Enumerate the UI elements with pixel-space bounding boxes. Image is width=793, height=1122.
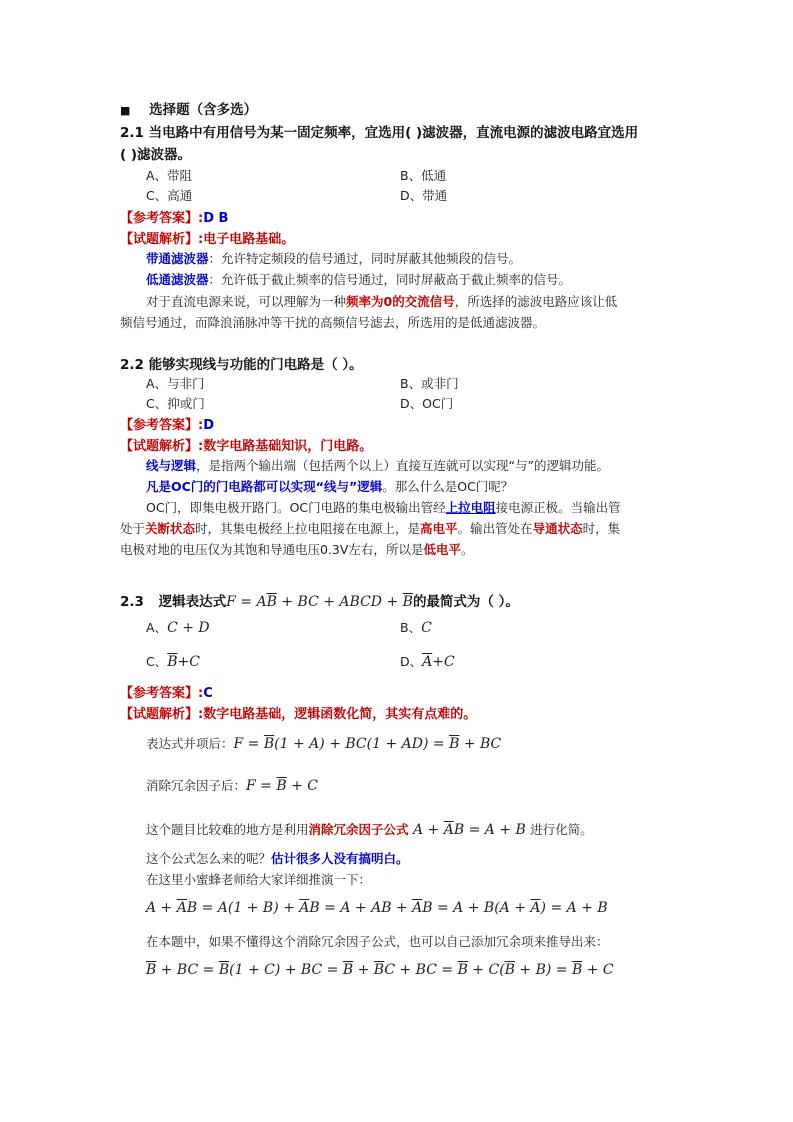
formula-redundant: $\overline{B}$ + BC = $\overline{B}(1 + C)$ + BC = $\overline{B} + \overline{B}C$ + BC = $\overline{B} + C(\overline{B} + B) = \overline{B} + C$	[146, 962, 614, 978]
text: 对于直流电源来说，可以理解为一种	[146, 294, 347, 309]
text: 逻辑表达式	[158, 594, 227, 610]
q1-lowpass-line	[146, 270, 571, 288]
q2-option-c: C、抑或门	[146, 396, 205, 411]
q3-step5: 在这里小蜜蜂老师给大家详细推演一下：	[146, 872, 372, 887]
q1-question-line1: 2.1 当电路中有用信号为某一固定频率，宜选用( )滤波器，直流电源的滤波电路宜选用	[120, 125, 639, 141]
q1-analysis	[120, 228, 294, 247]
answer-value: D	[203, 418, 214, 433]
formula-absorption: $A + \overline{A}B = A + B$	[408, 822, 531, 838]
q1-paragraph-line1	[146, 292, 617, 310]
q1-paragraph-line2: 频信号通过，而降浪涌脉冲等干扰的高频信号滤去，所选用的是低通滤波器。	[120, 315, 546, 330]
q2-option-a: A、与非门	[146, 376, 205, 391]
q3-step4	[146, 849, 409, 867]
q3-step6: 在本题中，如果不懂得这个消除冗余因子公式，也可以自己添加冗余项来推导出来：	[146, 934, 609, 949]
highlight: 消除冗余因子公式	[308, 822, 409, 837]
q2-option-b: B、或非门	[400, 376, 459, 391]
q3-option-c	[146, 652, 200, 670]
q2-line3	[146, 498, 621, 516]
option-math: $\overline{B}$	[167, 654, 178, 670]
q2-line5	[120, 540, 473, 558]
text: 接电源正极。当输出管	[495, 500, 621, 515]
q1-option-c: C、高通	[146, 188, 193, 203]
q2-option-d: D、OC门	[400, 396, 454, 411]
answer-value: C	[203, 686, 213, 701]
section-heading	[120, 98, 257, 118]
formula-result: $F = \overline{B} + C$	[246, 778, 319, 794]
text: 电极对地的电压仅为其饱和导通电压0.3V左右，所以是	[120, 542, 424, 557]
text: 消除冗余因子后：	[146, 778, 247, 793]
term-lowpass: 低通滤波器	[146, 272, 209, 287]
highlight: 高电平	[420, 521, 458, 536]
q2-answer	[120, 414, 214, 433]
option-math: +C	[432, 654, 455, 670]
option-label: C、	[146, 654, 168, 669]
text: 这个公式怎么来的呢？	[146, 851, 272, 866]
analysis-value: 数字电路基础，逻辑函数化简，其实有点难的。	[203, 707, 477, 722]
q2-line1	[146, 456, 609, 474]
lowpass-desc: ：允许低于截止频率的信号通过，同时屏蔽高于截止频率的信号。	[208, 272, 572, 287]
analysis-value: 数字电路基础知识，门电路。	[203, 439, 373, 454]
q1-option-b: B、低通	[400, 168, 447, 183]
analysis-value: 电子电路基础。	[203, 232, 295, 247]
analysis-label: 【试题解析】:	[120, 707, 204, 722]
option-label: A、	[146, 620, 168, 635]
option-math: $\overline{A}$	[422, 654, 433, 670]
question-number: 2.3	[120, 594, 144, 610]
formula-derivation: $A + \overline{A}B = A(1 + B) + \overline{A}B = A$ + AB + $\overline{A}B = A + B(A + \overline{A}) = A + B$	[146, 900, 608, 916]
q3-option-a	[146, 618, 210, 636]
term-wired-and: 线与逻辑	[146, 458, 197, 473]
option-math: C + D	[167, 620, 210, 636]
text: 时，其集电极经上拉电阻接在电源上，是	[195, 521, 421, 536]
answer-label: 【参考答案】:	[120, 418, 204, 433]
highlight: 低电平	[423, 542, 461, 557]
analysis-label: 【试题解析】:	[120, 439, 204, 454]
option-label: D、	[400, 654, 423, 669]
highlight: 关断状态	[145, 521, 196, 536]
text: 表达式并项后：	[146, 736, 234, 751]
highlight: 上拉电阻	[445, 500, 496, 515]
text: 。那么什么是OC门呢？	[382, 479, 514, 494]
q3-step1	[146, 734, 501, 752]
highlight: 估计很多人没有搞明白。	[271, 851, 409, 866]
text: OC门，即集电极开路门。OC门电路的集电极输出管经	[146, 500, 446, 515]
expr-part: + BC + ABCD +	[276, 594, 403, 610]
text: 。输出管处在	[457, 521, 533, 536]
q2-question: 2.2 能够实现线与功能的门电路是（ ）。	[120, 357, 363, 373]
text: 进行化简。	[530, 822, 593, 837]
q2-analysis	[120, 435, 372, 454]
q2-line4	[120, 519, 620, 537]
q3-question	[120, 590, 519, 610]
answer-label: 【参考答案】:	[120, 211, 204, 226]
q1-option-d: D、带通	[400, 188, 448, 203]
answer-value: D B	[203, 211, 229, 226]
q1-bandpass-line	[146, 249, 521, 267]
bullet-icon: ■	[120, 104, 131, 117]
q1-answer	[120, 207, 228, 226]
highlight: 凡是OC门的门电路都可以实现“线与”逻辑	[146, 479, 383, 494]
analysis-label: 【试题解析】:	[120, 232, 204, 247]
q3-step3	[146, 820, 593, 838]
q3-step2	[146, 776, 318, 794]
q3-option-b	[400, 618, 432, 636]
text: 时，集	[582, 521, 621, 536]
text: ，所选择的滤波电路应该让低	[454, 294, 618, 309]
formula-merge: $F = \overline{B}(1 + A) + BC(1 + AD) = \overline{B}$ + BC	[233, 736, 502, 752]
q3-answer	[120, 682, 213, 701]
q3-option-d	[400, 652, 455, 670]
highlight: 频率为0的交流信号	[346, 294, 455, 309]
section-title: 选择题（含多选）	[149, 102, 258, 118]
text: ，是指两个输出端（包括两个以上）直接互连就可以实现“与”的逻辑功能。	[196, 458, 609, 473]
q3-expression	[226, 594, 413, 610]
highlight: 导通状态	[532, 521, 583, 536]
q3-analysis	[120, 703, 476, 722]
expr-part: $\overline{B}$	[266, 594, 277, 610]
expr-part: F = A	[226, 594, 267, 610]
option-math: +C	[177, 654, 200, 670]
q1-option-a: A、带阻	[146, 168, 193, 183]
text: 。	[460, 542, 474, 557]
expr-part: $\overline{B}$	[402, 594, 413, 610]
q1-question-line2: ( )滤波器。	[120, 147, 192, 163]
term-bandpass: 带通滤波器	[146, 251, 209, 266]
bandpass-desc: ：允许特定频段的信号通过，同时屏蔽其他频段的信号。	[208, 251, 522, 266]
q2-line2	[146, 477, 513, 495]
text: 的最简式为（ ）。	[412, 594, 519, 610]
text: 这个题目比较难的地方是利用	[146, 822, 309, 837]
answer-label: 【参考答案】:	[120, 686, 204, 701]
text: 处于	[120, 521, 146, 536]
option-math: C	[421, 620, 432, 636]
option-label: B、	[400, 620, 422, 635]
